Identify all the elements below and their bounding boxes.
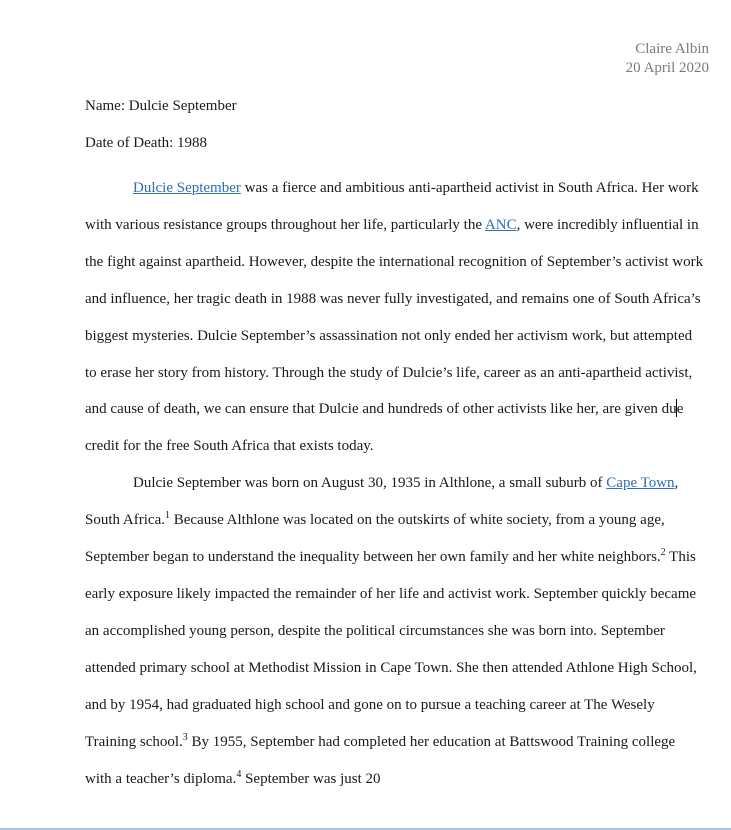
document-body[interactable] — [85, 170, 705, 797]
paragraph-text: September was just 20 — [241, 770, 381, 787]
paragraph-text: was a fierce and ambitious anti-apartheid activist in South Africa. Her work with various resistance groups throughout her life, particularly the — [85, 180, 699, 233]
footnote-ref[interactable]: 1 — [165, 510, 170, 522]
paragraph-intro — [85, 170, 705, 465]
name-line: Name: Dulcie September — [85, 98, 237, 114]
author-name: Claire Albin — [635, 41, 709, 57]
document-header — [626, 40, 709, 78]
paragraph-text: Because Althlone was located on the outskirts of white society, from a young age, September began to understand the inequality between her own family and her white neighbors. — [85, 512, 665, 566]
paragraph-text: By 1955, September had completed her education at Battswood Training college with a teacher’s diploma. — [85, 733, 676, 787]
dulcie-september-link[interactable]: Dulcie September — [133, 180, 241, 196]
paragraph-text: Dulcie September was born on August 30, 1935 in Althlone, a small suburb of — [133, 475, 607, 492]
paragraph-text: , South Africa. — [85, 475, 679, 529]
death-date-line: Date of Death: 1988 — [85, 135, 208, 151]
paragraph-text: , were incredibly influential in the fight against apartheid. However, despite the international recognition of September’s activist work and influence, her tragic death in 1988 was never fully investigated, and remains one of South Africa’s biggest mysteries. Dulcie September’s assassination not only ended her activism work, but attempted to erase her story from history. Through the study of Dulcie’s life, career as an anti-apartheid activist, and cause of death, we can ensure that Dulcie and hundreds of other activists like her, are given du — [85, 216, 704, 418]
document-date: 20 April 2020 — [625, 60, 709, 76]
footnote-ref[interactable]: 4 — [236, 768, 242, 780]
footnote-ref[interactable]: 2 — [660, 547, 666, 559]
paragraph-text: This early exposure likely impacted the remainder of her life and activist work. September quickly became an accomplished young person, despite the political circumstances she was born into. September attended primary school at Methodist Mission in Cape Town. She then attended Athlone High School, and by 1954, had graduated high school and gone on to pursue a teaching career at The Wesely Training school. — [85, 549, 697, 750]
footnote-ref[interactable]: 3 — [182, 731, 188, 743]
paragraph-text: e credit for the free South Africa that exists today. — [85, 401, 684, 455]
paragraph-early-life — [85, 465, 705, 797]
anc-link[interactable]: ANC — [484, 216, 517, 233]
cape-town-link[interactable]: Cape Town — [606, 475, 675, 492]
